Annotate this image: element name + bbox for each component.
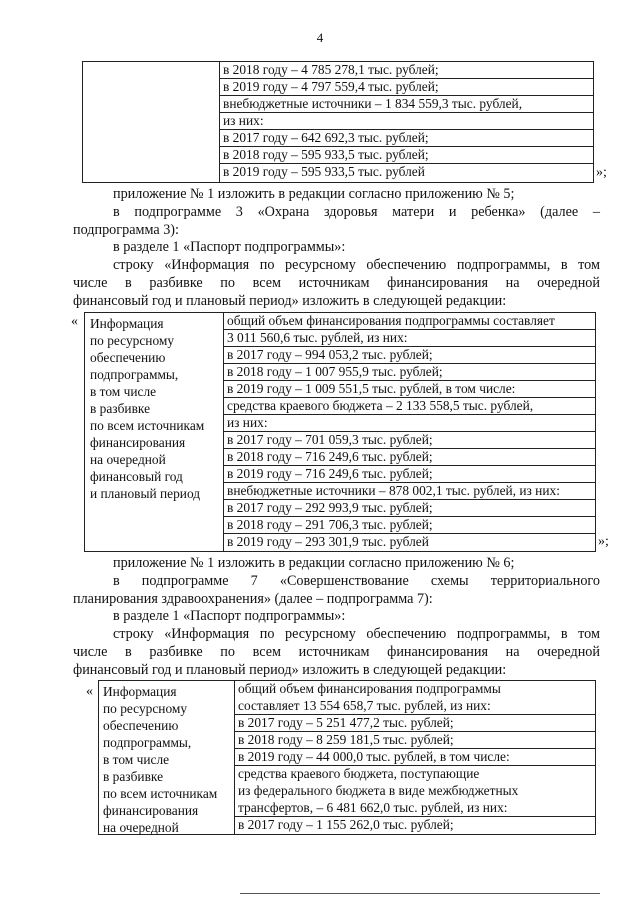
table-row: из федерального бюджета в виде межбюджетных <box>238 783 519 798</box>
page-number: 4 <box>316 30 324 45</box>
table-row: 3 011 560,6 тыс. рублей, из них: <box>224 330 595 347</box>
left-label-line: в том числе <box>90 384 157 399</box>
table-row: в 2019 году – 293 301,9 тыс. рублей <box>227 534 429 549</box>
text-line: в подпрограмме 3 «Охрана здоровья матери и ребенка» (далее – <box>113 203 600 220</box>
table-row: из них: <box>220 113 593 130</box>
funding-table-subprogram-7 <box>98 680 596 835</box>
table-row: в 2017 году – 5 251 477,2 тыс. рублей; <box>235 715 595 732</box>
table-right-cell <box>220 62 593 182</box>
table-row: в 2019 году – 716 249,6 тыс. рублей; <box>224 466 595 483</box>
table-row: в 2018 году – 595 933,5 тыс. рублей; <box>220 147 593 164</box>
left-label-line: в том числе <box>103 752 170 767</box>
left-label-line: на очередной <box>90 452 166 467</box>
footer-rule <box>240 893 600 894</box>
table-right-cell <box>235 681 595 834</box>
text-line: строку «Информация по ресурсному обеспечению подпрограммы, в том <box>113 626 600 643</box>
left-label-line: по ресурсному <box>103 701 188 716</box>
opening-quote: « <box>71 314 78 329</box>
opening-quote: « <box>86 684 93 699</box>
text-line: в разделе 1 «Паспорт подпрограммы»: <box>113 239 346 256</box>
table-row: в 2019 году – 595 933,5 тыс. рублей <box>223 164 425 179</box>
table-row: общий объем финансирования подпрограммы составляет <box>224 313 595 330</box>
table-row: в 2018 году – 291 706,3 тыс. рублей; <box>224 517 595 534</box>
table-left-cell <box>99 681 235 834</box>
left-label-line: на очередной <box>103 820 179 835</box>
table-row: внебюджетные источники – 878 002,1 тыс. рублей, из них: <box>224 483 595 500</box>
left-label-line: Информация <box>90 316 164 331</box>
left-label-line: подпрограммы, <box>90 367 179 382</box>
left-label-line: финансирования <box>103 803 199 818</box>
table-row: из них: <box>224 415 595 432</box>
table-left-cell <box>85 313 224 551</box>
table-row: в 2018 году – 716 249,6 тыс. рублей; <box>224 449 595 466</box>
table-row: в 2017 году – 642 692,3 тыс. рублей; <box>220 130 593 147</box>
funding-table-continued <box>82 61 594 183</box>
text-line: планирования здравоохранения» (далее – подпрограмма 7): <box>73 590 433 607</box>
text-line: финансовый год и плановый период» изложить в следующей редакции: <box>73 661 507 678</box>
text-line: приложение № 1 изложить в редакции согласно приложению № 5; <box>113 186 515 202</box>
table-row: внебюджетные источники – 1 834 559,3 тыс. рублей, <box>220 96 593 113</box>
text-line: числе в разбивке по всем источникам финансирования на очередной <box>73 274 600 291</box>
text-line: в разделе 1 «Паспорт подпрограммы»: <box>113 608 346 625</box>
table-right-cell <box>224 313 595 551</box>
table-row: составляет 13 554 658,7 тыс. рублей, из них: <box>235 698 595 715</box>
text-line: в подпрограмме 7 «Совершенствование схемы территориального <box>113 572 600 589</box>
table-row: в 2019 году – 1 009 551,5 тыс. рублей, в том числе: <box>224 381 595 398</box>
left-label-line: по всем источникам <box>103 786 218 801</box>
table-row: средства краевого бюджета – 2 133 558,5 тыс. рублей, <box>224 398 595 415</box>
left-label-line: по ресурсному <box>90 333 175 348</box>
text-line: приложение № 1 изложить в редакции согласно приложению № 6; <box>113 555 515 571</box>
left-label-line: финансовый год <box>90 469 183 484</box>
table-row: в 2017 году – 994 053,2 тыс. рублей; <box>224 347 595 364</box>
table-row: в 2018 году – 4 785 278,1 тыс. рублей; <box>220 62 593 79</box>
left-label-line: обеспечению <box>90 350 166 365</box>
table-row: в 2019 году – 44 000,0 тыс. рублей, в том числе: <box>235 749 595 766</box>
table-row: в 2019 году – 4 797 559,4 тыс. рублей; <box>220 79 593 96</box>
left-label-line: и плановый период <box>90 486 201 501</box>
table-row: трансфертов, – 6 481 662,0 тыс. рублей, из них: <box>235 800 595 817</box>
left-label-line: финансирования <box>90 435 186 450</box>
table-row: в 2017 году – 701 059,3 тыс. рублей; <box>224 432 595 449</box>
text-line: подпрограмма 3): <box>73 221 179 238</box>
table-row: в 2017 году – 292 993,9 тыс. рублей; <box>224 500 595 517</box>
table-row: общий объем финансирования подпрограммы <box>238 681 501 696</box>
left-label-line: обеспечению <box>103 718 179 733</box>
funding-table-subprogram-3 <box>84 312 596 552</box>
left-label-line: в разбивке <box>103 769 164 784</box>
table-row: в 2017 году – 1 155 262,0 тыс. рублей; <box>238 817 454 832</box>
text-line: числе в разбивке по всем источникам финансирования на очередной <box>73 643 600 660</box>
paragraph-block-1 <box>73 186 600 311</box>
paragraph-block-2 <box>73 555 600 680</box>
left-label-line: по всем источникам <box>90 418 205 433</box>
left-label-line: в разбивке <box>90 401 151 416</box>
table-row: средства краевого бюджета, поступающие <box>238 766 480 781</box>
closing-quote: »; <box>596 165 607 180</box>
text-line: финансовый год и плановый период» изложить в следующей редакции: <box>73 292 507 309</box>
closing-quote: »; <box>598 534 609 549</box>
left-label-line: Информация <box>103 684 177 699</box>
table-row: в 2018 году – 1 007 955,9 тыс. рублей; <box>224 364 595 381</box>
text-line: строку «Информация по ресурсному обеспечению подпрограммы, в том <box>113 257 600 274</box>
table-left-cell <box>83 62 220 182</box>
table-row: в 2018 году – 8 259 181,5 тыс. рублей; <box>235 732 595 749</box>
left-label-line: подпрограммы, <box>103 735 192 750</box>
